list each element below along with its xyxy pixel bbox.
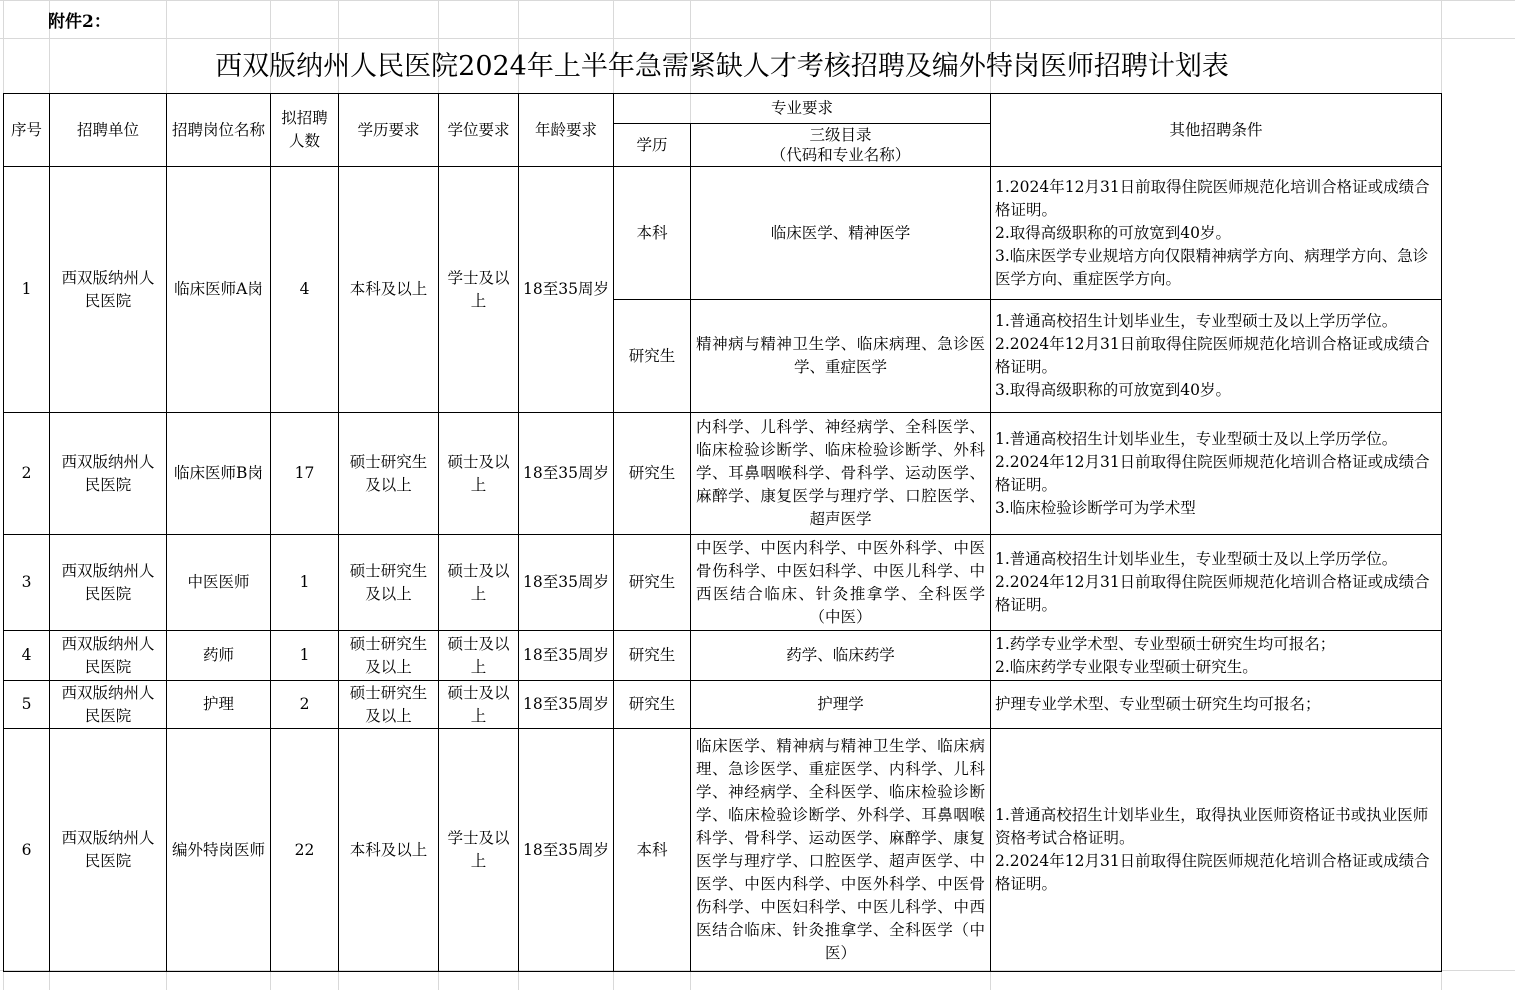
cell-seq: 3 bbox=[4, 535, 50, 631]
cell-majors: 护理学 bbox=[691, 681, 991, 729]
attachment-label: 附件2： bbox=[48, 12, 111, 32]
condition-line: 1.普通高校招生计划毕业生，取得执业医师资格证书或执业医师资格考试合格证明。 bbox=[995, 806, 1429, 847]
header-major-group: 专业要求 bbox=[614, 94, 991, 124]
cell-degree: 硕士及以上 bbox=[439, 535, 519, 631]
header-position: 招聘岗位名称 bbox=[167, 94, 271, 167]
cell-seq: 6 bbox=[4, 729, 50, 972]
cell-conditions bbox=[991, 413, 1442, 535]
cell-conditions bbox=[991, 167, 1442, 300]
header-row bbox=[4, 94, 1442, 124]
cell-age: 18至35周岁 bbox=[519, 413, 614, 535]
cell-conditions bbox=[991, 300, 1442, 413]
cell-conditions bbox=[991, 631, 1442, 681]
header-education: 学历要求 bbox=[339, 94, 439, 167]
cell-count: 17 bbox=[271, 413, 339, 535]
cell-seq: 5 bbox=[4, 681, 50, 729]
table-row bbox=[4, 535, 1442, 631]
cell-position: 临床医师A岗 bbox=[167, 167, 271, 413]
header-major-catalog-line2: （代码和专业名称） bbox=[770, 146, 911, 164]
cell-seq: 1 bbox=[4, 167, 50, 413]
cell-unit: 西双版纳州人民医院 bbox=[50, 729, 167, 972]
cell-unit: 西双版纳州人民医院 bbox=[50, 413, 167, 535]
header-seq: 序号 bbox=[4, 94, 50, 167]
cell-count: 1 bbox=[271, 631, 339, 681]
header-age: 年龄要求 bbox=[519, 94, 614, 167]
cell-majors: 精神病与精神卫生学、临床病理、急诊医学、重症医学 bbox=[691, 300, 991, 413]
cell-age: 18至35周岁 bbox=[519, 681, 614, 729]
gridline bbox=[0, 38, 1515, 39]
cell-seq: 2 bbox=[4, 413, 50, 535]
header-major-edu: 学历 bbox=[614, 124, 691, 167]
cell-unit: 西双版纳州人民医院 bbox=[50, 167, 167, 413]
cell-major-edu: 研究生 bbox=[614, 535, 691, 631]
condition-line: 2.取得高级职称的可放宽到40岁。 bbox=[995, 223, 1232, 242]
cell-degree: 学士及以上 bbox=[439, 729, 519, 972]
condition-line: 2.2024年12月31日前取得住院医师规范化培训合格证或成绩合格证明。 bbox=[995, 573, 1430, 614]
table-row bbox=[4, 681, 1442, 729]
cell-count: 2 bbox=[271, 681, 339, 729]
cell-majors: 临床医学、精神医学 bbox=[691, 167, 991, 300]
cell-position: 临床医师B岗 bbox=[167, 413, 271, 535]
cell-position: 编外特岗医师 bbox=[167, 729, 271, 972]
cell-education: 硕士研究生及以上 bbox=[339, 413, 439, 535]
cell-count: 22 bbox=[271, 729, 339, 972]
cell-unit: 西双版纳州人民医院 bbox=[50, 535, 167, 631]
header-count: 拟招聘人数 bbox=[271, 94, 339, 167]
cell-conditions bbox=[991, 535, 1442, 631]
table-row bbox=[4, 631, 1442, 681]
cell-education: 硕士研究生及以上 bbox=[339, 535, 439, 631]
cell-major-edu: 研究生 bbox=[614, 413, 691, 535]
cell-position: 药师 bbox=[167, 631, 271, 681]
cell-degree: 硕士及以上 bbox=[439, 631, 519, 681]
cell-majors: 中医学、中医内科学、中医外科学、中医骨伤科学、中医妇科学、中医儿科学、中西医结合临床、针灸推拿学、全科医学（中医） bbox=[691, 535, 991, 631]
table-row bbox=[4, 167, 1442, 300]
condition-line: 1.药学专业学术型、专业型硕士研究生均可报名； bbox=[995, 634, 1336, 653]
header-major-catalog bbox=[691, 124, 991, 167]
cell-major-edu: 本科 bbox=[614, 167, 691, 300]
cell-education: 硕士研究生及以上 bbox=[339, 681, 439, 729]
condition-line: 2.2024年12月31日前取得住院医师规范化培训合格证或成绩合格证明。 bbox=[995, 852, 1430, 893]
gridline bbox=[0, 0, 1515, 1]
cell-majors: 药学、临床药学 bbox=[691, 631, 991, 681]
recruitment-plan-table bbox=[3, 93, 1442, 972]
cell-count: 1 bbox=[271, 535, 339, 631]
condition-line: 护理专业学术型、专业型硕士研究生均可报名； bbox=[995, 695, 1321, 713]
header-degree: 学位要求 bbox=[439, 94, 519, 167]
document-title: 西双版纳州人民医院2024年上半年急需紧缺人才考核招聘及编外特岗医师招聘计划表 bbox=[215, 51, 1229, 82]
cell-major-edu: 本科 bbox=[614, 729, 691, 972]
cell-degree: 硕士及以上 bbox=[439, 681, 519, 729]
cell-position: 护理 bbox=[167, 681, 271, 729]
cell-age: 18至35周岁 bbox=[519, 535, 614, 631]
cell-education: 本科及以上 bbox=[339, 729, 439, 972]
header-major-catalog-line1: 三级目录 bbox=[809, 126, 872, 144]
cell-major-edu: 研究生 bbox=[614, 631, 691, 681]
header-other: 其他招聘条件 bbox=[991, 94, 1442, 167]
table-row bbox=[4, 413, 1442, 535]
cell-unit: 西双版纳州人民医院 bbox=[50, 681, 167, 729]
condition-line: 1.2024年12月31日前取得住院医师规范化培训合格证或成绩合格证明。 bbox=[995, 177, 1430, 219]
condition-line: 1.普通高校招生计划毕业生，专业型硕士及以上学历学位。 bbox=[995, 429, 1398, 448]
condition-line: 1.普通高校招生计划毕业生，专业型硕士及以上学历学位。 bbox=[995, 550, 1398, 568]
condition-line: 3.取得高级职称的可放宽到40岁。 bbox=[995, 381, 1232, 399]
cell-education: 硕士研究生及以上 bbox=[339, 631, 439, 681]
header-unit: 招聘单位 bbox=[50, 94, 167, 167]
cell-major-edu: 研究生 bbox=[614, 300, 691, 413]
cell-majors: 内科学、儿科学、神经病学、全科医学、临床检验诊断学、临床检验诊断学、外科学、耳鼻咽喉科学、骨科学、运动医学、麻醉学、康复医学与理疗学、口腔医学、超声医学 bbox=[691, 413, 991, 535]
condition-line: 3.临床检验诊断学可为学术型 bbox=[995, 498, 1196, 517]
condition-line: 2.2024年12月31日前取得住院医师规范化培训合格证或成绩合格证明。 bbox=[995, 452, 1430, 494]
cell-age: 18至35周岁 bbox=[519, 167, 614, 413]
condition-line: 2.临床药学专业限专业型硕士研究生。 bbox=[995, 657, 1258, 676]
cell-majors: 临床医学、精神病与精神卫生学、临床病理、急诊医学、重症医学、内科学、儿科学、神经病学、全科医学、临床检验诊断学、临床检验诊断学、外科学、耳鼻咽喉科学、骨科学、运动医学、麻醉学、康复医学与理疗学、口腔医学、超声医学、中医学、中医内科学、中医外科学、中医骨伤科学、中医妇科学、中医儿科学、中西医结合临床、针灸推拿学、全科医学（中医） bbox=[691, 729, 991, 972]
cell-unit: 西双版纳州人民医院 bbox=[50, 631, 167, 681]
cell-age: 18至35周岁 bbox=[519, 729, 614, 972]
cell-education: 本科及以上 bbox=[339, 167, 439, 413]
condition-line: 2.2024年12月31日前取得住院医师规范化培训合格证或成绩合格证明。 bbox=[995, 335, 1430, 376]
cell-count: 4 bbox=[271, 167, 339, 413]
table-row bbox=[4, 729, 1442, 972]
cell-degree: 硕士及以上 bbox=[439, 413, 519, 535]
cell-major-edu: 研究生 bbox=[614, 681, 691, 729]
cell-age: 18至35周岁 bbox=[519, 631, 614, 681]
condition-line: 3.临床医学专业规培方向仅限精神病学方向、病理学方向、急诊医学方向、重症医学方向。 bbox=[995, 246, 1429, 288]
condition-line: 1.普通高校招生计划毕业生，专业型硕士及以上学历学位。 bbox=[995, 312, 1398, 330]
cell-conditions bbox=[991, 729, 1442, 972]
cell-conditions bbox=[991, 681, 1442, 729]
cell-position: 中医医师 bbox=[167, 535, 271, 631]
cell-seq: 4 bbox=[4, 631, 50, 681]
cell-degree: 学士及以上 bbox=[439, 167, 519, 413]
